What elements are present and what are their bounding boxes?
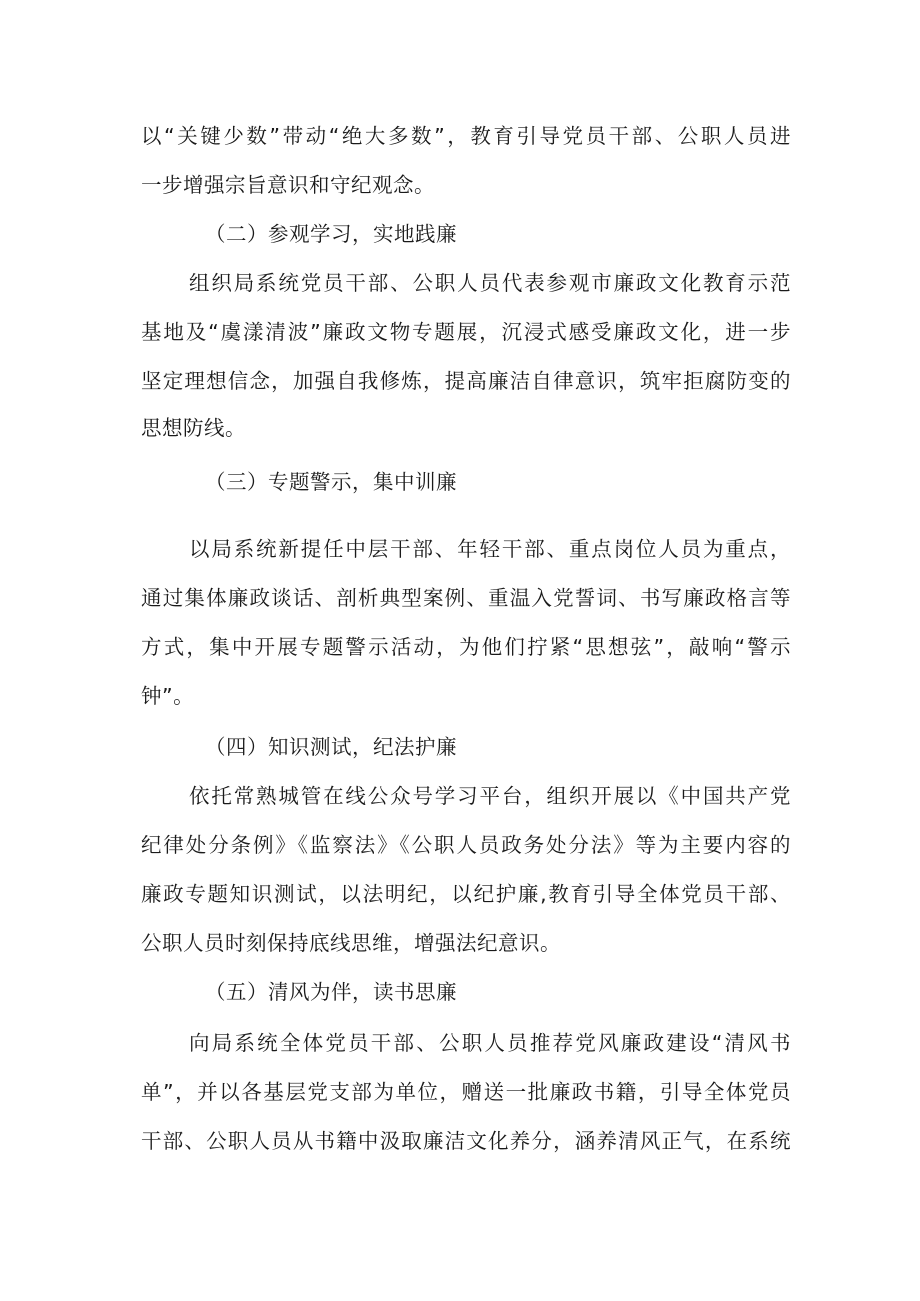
section-5-line-2: 单”，并以各基层党支部为单位，赠送一批廉政书籍，引导全体党员 bbox=[141, 1080, 791, 1104]
section-5-line-3: 干部、公职人员从书籍中汲取廉洁文化养分，涵养清风正气，在系统 bbox=[141, 1129, 791, 1153]
section-4-line-1: 依托常熟城管在线公众号学习平台，组织开展以《中国共产党 bbox=[189, 784, 791, 808]
section-4-line-4: 公职人员时刻保持底线思维，增强法纪意识。 bbox=[141, 931, 561, 955]
section-3-line-4: 钟”。 bbox=[141, 684, 195, 708]
section-heading-2: （二）参观学习，实地践廉 bbox=[205, 222, 457, 246]
section-2-line-1: 组织局系统党员干部、公职人员代表参观市廉政文化教育示范 bbox=[189, 271, 791, 295]
section-3-line-1: 以局系统新提任中层干部、年轻干部、重点岗位人员为重点， bbox=[189, 537, 791, 561]
section-3-line-3: 方式，集中开展专题警示活动，为他们拧紧“思想弦”，敲响“警示 bbox=[141, 635, 791, 659]
intro-line-1: 以“关键少数”带动“绝大多数”，教育引导党员干部、公职人员进 bbox=[141, 124, 791, 148]
section-heading-5: （五）清风为伴，读书思廉 bbox=[205, 980, 457, 1004]
section-3-line-2: 通过集体廉政谈话、剖析典型案例、重温入党誓词、书写廉政格言等 bbox=[141, 586, 791, 610]
intro-line-2: 一步增强宗旨意识和守纪观念。 bbox=[141, 173, 435, 197]
section-4-line-3: 廉政专题知识测试，以法明纪，以纪护廉,教育引导全体党员干部、 bbox=[141, 882, 791, 906]
section-5-line-1: 向局系统全体党员干部、公职人员推荐党风廉政建设“清风书 bbox=[189, 1031, 791, 1055]
section-heading-4: （四）知识测试，纪法护廉 bbox=[205, 735, 457, 759]
section-heading-3: （三）专题警示，集中训廉 bbox=[205, 470, 457, 494]
section-2-line-4: 思想防线。 bbox=[141, 416, 246, 440]
section-4-line-2: 纪律处分条例》《监察法》《公职人员政务处分法》等为主要内容的 bbox=[141, 833, 791, 857]
section-2-line-2: 基地及“虞漾清波”廉政文物专题展，沉浸式感受廉政文化，进一步 bbox=[141, 320, 791, 344]
section-2-line-3: 坚定理想信念，加强自我修炼，提高廉洁自律意识，筑牢拒腐防变的 bbox=[141, 369, 791, 393]
